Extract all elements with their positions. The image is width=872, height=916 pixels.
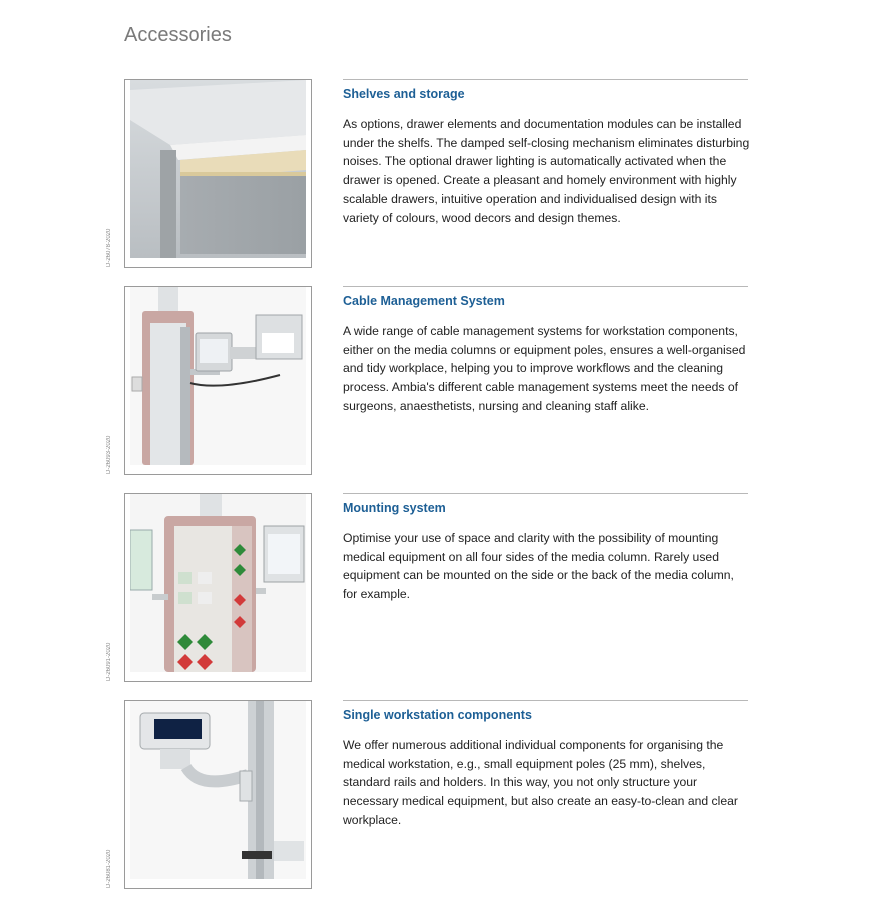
section-body: As options, drawer elements and documentation modules can be installed under the shelfs. The damped self-closing mechanism eliminates disturbing noises. The optional drawer lighting is automatically activated when the drawer is opened. Create a pleasant and homely environment with highly scalable drawers, intuitive operation and individualised design with its variety of colours, wood decors and design themes. bbox=[343, 117, 750, 225]
image-code: D-26091-2020 bbox=[106, 642, 112, 681]
image-code: D-26093-2020 bbox=[106, 435, 112, 474]
section-single-workstation-components bbox=[0, 700, 872, 890]
section-mounting-system bbox=[0, 493, 872, 683]
image-code: D-26078-2020 bbox=[106, 228, 112, 267]
section-body: A wide range of cable management systems for workstation components, either on the media columns or equipment poles, ensures a well-organised and tidy workplace, helping you to improve workflows and the cleaning process. Ambia's different cable management systems meet the needs of surgeons, anaesthetists, nursing and cleaning staff alike. bbox=[343, 324, 746, 413]
section-shelves-and-storage bbox=[0, 79, 872, 269]
mounting-system-photo bbox=[124, 493, 312, 682]
section-body: We offer numerous additional individual components for organising the medical workstation, e.g., small equipment poles (25 mm), shelves, standard rails and holders. In this way, you not only structure your necessary medical equipment, but also create an easy-to-clean and clear workplace. bbox=[343, 738, 738, 827]
section-body: Optimise your use of space and clarity with the possibility of mounting medical equipment on all four sides of the media column. Rarely used equipment can be mounted on the side or the back of the media column, for example. bbox=[343, 531, 734, 602]
section-divider bbox=[343, 700, 748, 701]
section-heading: Shelves and storage bbox=[343, 87, 465, 101]
section-divider bbox=[343, 286, 748, 287]
section-divider bbox=[343, 493, 748, 494]
workstation-components-photo bbox=[124, 700, 312, 889]
drawer-photo bbox=[124, 79, 312, 268]
cable-management-photo bbox=[124, 286, 312, 475]
section-divider bbox=[343, 79, 748, 80]
page-title: Accessories bbox=[124, 24, 232, 46]
section-cable-management bbox=[0, 286, 872, 476]
image-code: D-26081-2020 bbox=[106, 849, 112, 888]
section-heading: Mounting system bbox=[343, 501, 446, 515]
section-heading: Single workstation components bbox=[343, 708, 532, 722]
section-heading: Cable Management System bbox=[343, 294, 505, 308]
